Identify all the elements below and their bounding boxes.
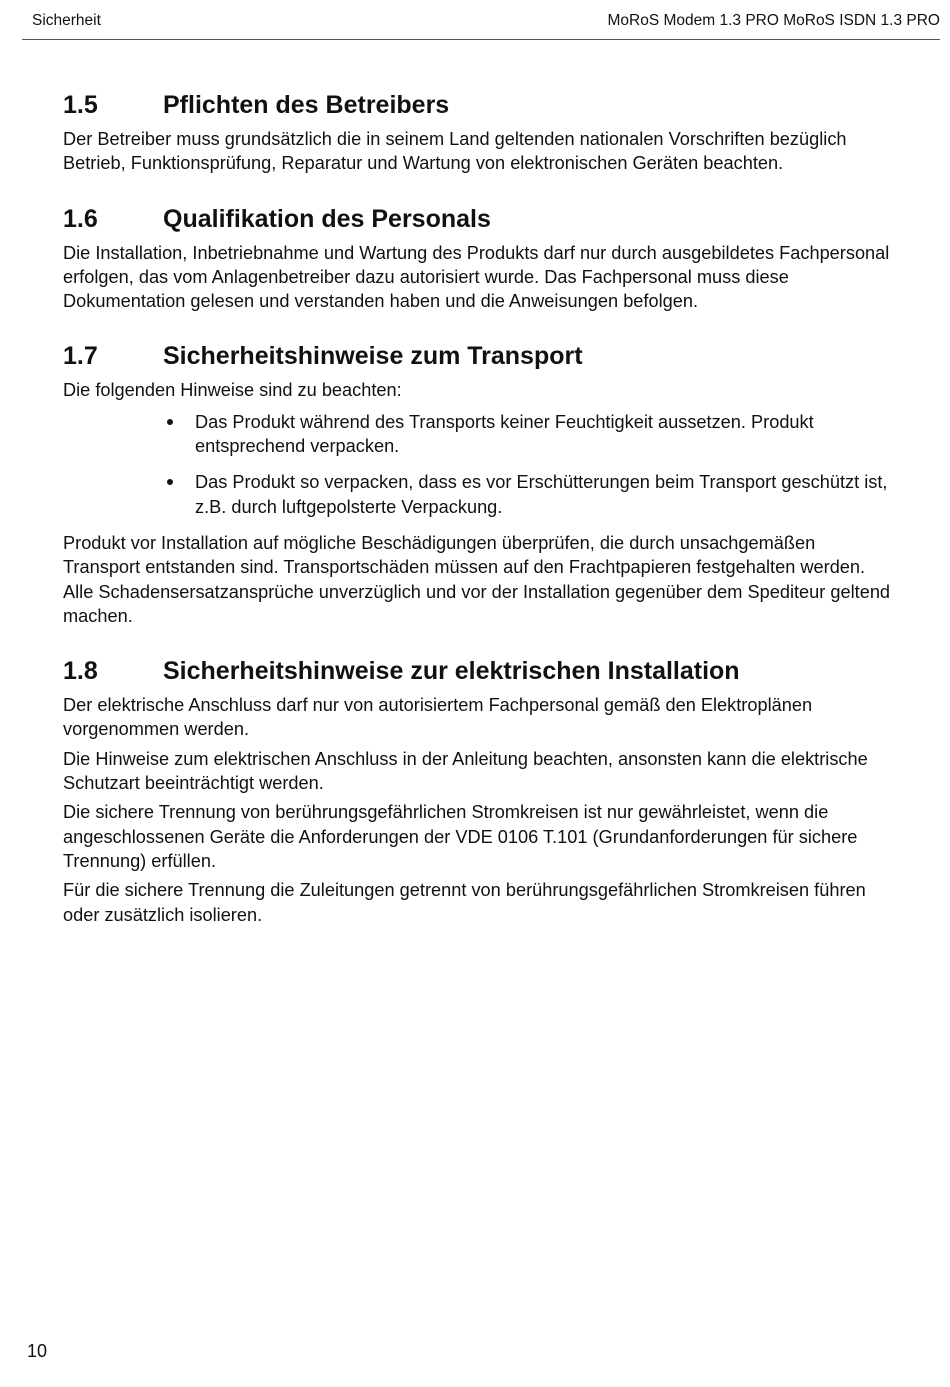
section-heading: [63, 202, 893, 236]
document-body: [63, 88, 893, 953]
paragraph: Der elektrische Anschluss darf nur von autorisiertem Fachpersonal gemäß den Elektroplänen vorgenommen werden.: [63, 695, 813, 740]
section-1-6: [63, 202, 893, 314]
page-number: 10: [27, 1341, 48, 1361]
section-heading: [63, 88, 893, 122]
section-title: Qualifikation des Personals: [163, 204, 491, 233]
bullet-item: Das Produkt so verpacken, dass es vor Erschütterungen beim Transport geschützt ist, z.B. durch luftgepolsterte Verpackung.: [163, 470, 893, 519]
header-section-title: Sicherheit: [32, 12, 101, 29]
paragraph: Die sichere Trennung von berührungsgefährlichen Stromkreisen ist nur gewährleistet, wenn die angeschlossenen Geräte die Anforderungen der VDE 0106 T.101 (Grundanforderungen für sichere Trennung) erfüllen.: [63, 802, 858, 871]
section-heading: [63, 654, 893, 688]
section-1-7: [63, 339, 893, 628]
section-title: Sicherheitshinweise zur elektrischen Installation: [163, 657, 740, 686]
bullet-list: [63, 410, 893, 519]
section-title: Pflichten des Betreibers: [163, 91, 450, 119]
paragraph: Die Installation, Inbetriebnahme und Wartung des Produkts darf nur durch ausgebildetes Fachpersonal erfolgen, das vom Anlagenbetreiber dazu autorisiert wurde. Das Fachpersonal muss diese Dokumentation gelesen und verstanden haben und die Anweisungen befolgen.: [63, 242, 890, 312]
section-1-8: [63, 654, 893, 927]
section-number: 1.6: [63, 204, 98, 233]
paragraph: Für die sichere Trennung die Zuleitungen getrennt von berührungsgefährlichen Stromkreisen führen oder zusätzlich isolieren.: [63, 880, 866, 925]
paragraph-intro: Die folgenden Hinweise sind zu beachten:: [63, 380, 402, 401]
section-number: 1.8: [63, 657, 98, 686]
paragraph: Produkt vor Installation auf mögliche Beschädigungen überprüfen, die durch unsachgemäßen Transport entstanden sind. Transportschäden müssen auf den Frachtpapieren festgehalten werden. Alle Schadensersatzansprüche unverzüglich und vor der Installation gegenüber dem Spediteur geltend machen.: [63, 532, 891, 626]
running-header: [22, 12, 940, 40]
section-1-5: [63, 88, 893, 176]
paragraph: Der Betreiber muss grundsätzlich die in seinem Land geltenden nationalen Vorschriften bezüglich Betrieb, Funktionsprüfung, Reparatur und Wartung von elektronischen Geräten beachten.: [63, 129, 847, 174]
header-product-title: MoRoS Modem 1.3 PRO MoRoS ISDN 1.3 PRO: [607, 12, 940, 29]
section-heading: [63, 339, 893, 373]
section-number: 1.7: [63, 342, 98, 371]
section-title: Sicherheitshinweise zum Transport: [163, 342, 583, 371]
paragraph: Die Hinweise zum elektrischen Anschluss in der Anleitung beachten, ansonsten kann die elektrische Schutzart beeinträchtigt werden.: [63, 748, 868, 794]
section-number: 1.5: [63, 91, 98, 119]
bullet-item: Das Produkt während des Transports keiner Feuchtigkeit aussetzen. Produkt entsprechend verpacken.: [163, 410, 893, 459]
